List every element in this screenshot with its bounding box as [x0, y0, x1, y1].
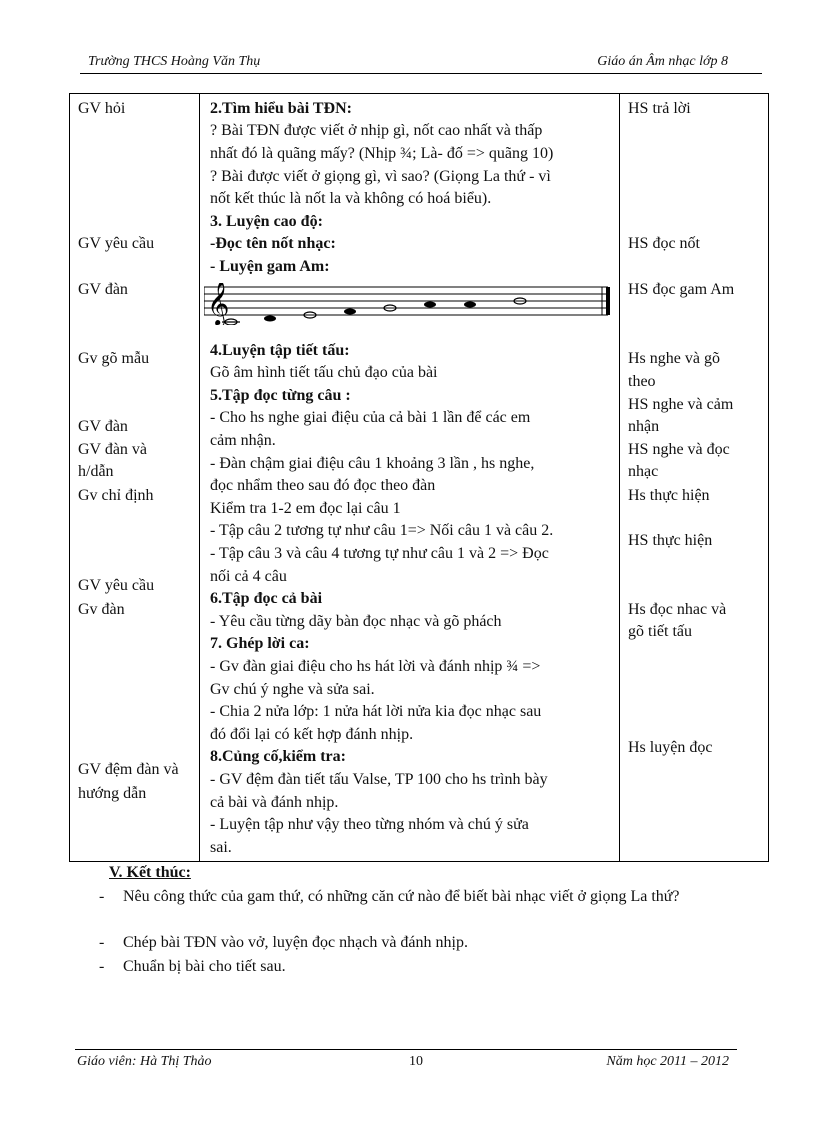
content-line: đó đổi lại có kết hợp đánh nhịp. [210, 726, 414, 743]
student-activity: HS đọc nốt [628, 235, 700, 252]
section-heading: 3. Luyện cao độ: [210, 213, 323, 230]
teacher-activity: hướng dẫn [78, 785, 147, 802]
content-line: -Đọc tên nốt nhạc: [210, 235, 336, 252]
student-column [620, 94, 769, 862]
student-activity: gõ tiết tấu [628, 623, 692, 640]
content-column [200, 94, 620, 862]
content-line: - Tập câu 3 và câu 4 tương tự như câu 1 và 2 => Đọc [210, 545, 549, 562]
treble-clef-staff-icon [204, 283, 614, 325]
teacher-column [70, 94, 200, 862]
content-line: ? Bài được viết ở giọng gì, vì sao? (Giọng La thứ - vì [210, 168, 551, 185]
svg-text:𝄞: 𝄞 [207, 283, 230, 325]
page-number: 10 [409, 1054, 423, 1069]
teacher-activity: GV hỏi [78, 100, 126, 117]
student-activity: nhận [628, 418, 660, 435]
student-activity: theo [628, 373, 656, 390]
teacher-activity: Gv đàn [78, 601, 125, 618]
school-year: Năm học 2011 – 2012 [606, 1054, 729, 1069]
content-line: Gõ âm hình tiết tấu chủ đạo của bài [210, 364, 438, 381]
content-line: cảm nhận. [210, 432, 276, 449]
teacher-activity: Gv chỉ định [78, 487, 154, 504]
header-rule [80, 73, 762, 74]
content-line: Gv chú ý nghe và sửa sai. [210, 681, 375, 698]
teacher-activity: GV yêu cầu [78, 577, 155, 594]
student-activity: HS đọc gam Am [628, 281, 735, 298]
content-line: - Đàn chậm giai điệu câu 1 khoảng 3 lần , hs nghe, [210, 455, 535, 472]
content-line: cả bài và đánh nhịp. [210, 794, 339, 811]
ending-title: V. Kết thúc: [109, 864, 191, 881]
content-line: Kiểm tra 1-2 em đọc lại câu 1 [210, 500, 401, 517]
teacher-activity: GV đệm đàn và [78, 761, 179, 778]
teacher-name: Giáo viên: Hà Thị Thảo [77, 1054, 212, 1069]
section-heading: 5.Tập đọc từng câu : [210, 387, 351, 404]
section-heading: 7. Ghép lời ca: [210, 635, 310, 652]
student-activity: HS nghe và cảm [628, 396, 734, 413]
content-line: ? Bài TĐN được viết ở nhịp gì, nốt cao nhất và thấp [210, 122, 543, 139]
page-header [80, 54, 762, 74]
student-activity: HS thực hiện [628, 532, 713, 549]
teacher-activity: h/dẫn [78, 463, 114, 480]
teacher-activity: Gv gõ mẫu [78, 350, 150, 367]
content-line: nhất đó là quãng mấy? (Nhịp ¾; Là- đố => quãng 10) [210, 145, 554, 162]
teacher-activity: GV đàn và [78, 441, 148, 458]
page-footer [75, 1054, 737, 1074]
section-heading: 4.Luyện tập tiết tấu: [210, 342, 350, 359]
content-line: - Tập câu 2 tương tự như câu 1=> Nối câu 1 và câu 2. [210, 522, 554, 539]
student-activity: HS nghe và đọc [628, 441, 730, 458]
content-line: - GV đệm đàn tiết tấu Valse, TP 100 cho hs trình bày [210, 771, 548, 788]
content-line: - Gv đàn giai điệu cho hs hát lời và đánh nhịp ¾ => [210, 658, 541, 675]
student-activity: Hs thực hiện [628, 487, 710, 504]
student-activity: nhạc [628, 463, 659, 480]
content-line: nối cả 4 câu [210, 568, 287, 585]
teacher-activity: GV yêu cầu [78, 235, 155, 252]
content-line: sai. [210, 839, 232, 856]
section-heading: 6.Tập đọc cả bài [210, 590, 323, 607]
teacher-activity: GV đàn [78, 418, 128, 435]
content-line: - Luyện tập như vậy theo từng nhóm và chú ý sửa [210, 816, 529, 833]
section-heading: 2.Tìm hiểu bài TĐN: [210, 100, 352, 117]
lesson-table [69, 93, 769, 862]
student-activity: Hs nghe và gõ [628, 350, 720, 367]
student-activity: Hs đọc nhac và [628, 601, 727, 618]
subject-name: Giáo án Âm nhạc lớp 8 [597, 54, 728, 69]
student-activity: Hs luyện đọc [628, 739, 713, 756]
content-line: - Luyện gam Am: [210, 258, 330, 275]
footer-rule [75, 1049, 737, 1050]
section-heading: 8.Củng cố,kiểm tra: [210, 748, 346, 765]
teacher-activity: GV đàn [78, 281, 128, 298]
content-line: - Yêu cầu từng dãy bàn đọc nhạc và gõ phách [210, 613, 502, 630]
content-line: - Chia 2 nửa lớp: 1 nửa hát lời nửa kia đọc nhạc sau [210, 703, 542, 720]
content-line: nốt kết thúc là nốt la và không có hoá biểu). [210, 190, 492, 207]
student-activity: HS trả lời [628, 100, 691, 117]
content-line: đọc nhẩm theo sau đó đọc theo đàn [210, 477, 436, 494]
content-line: - Cho hs nghe giai điệu của cả bài 1 lần để các em [210, 409, 531, 426]
school-name: Trường THCS Hoàng Văn Thụ [88, 54, 261, 69]
